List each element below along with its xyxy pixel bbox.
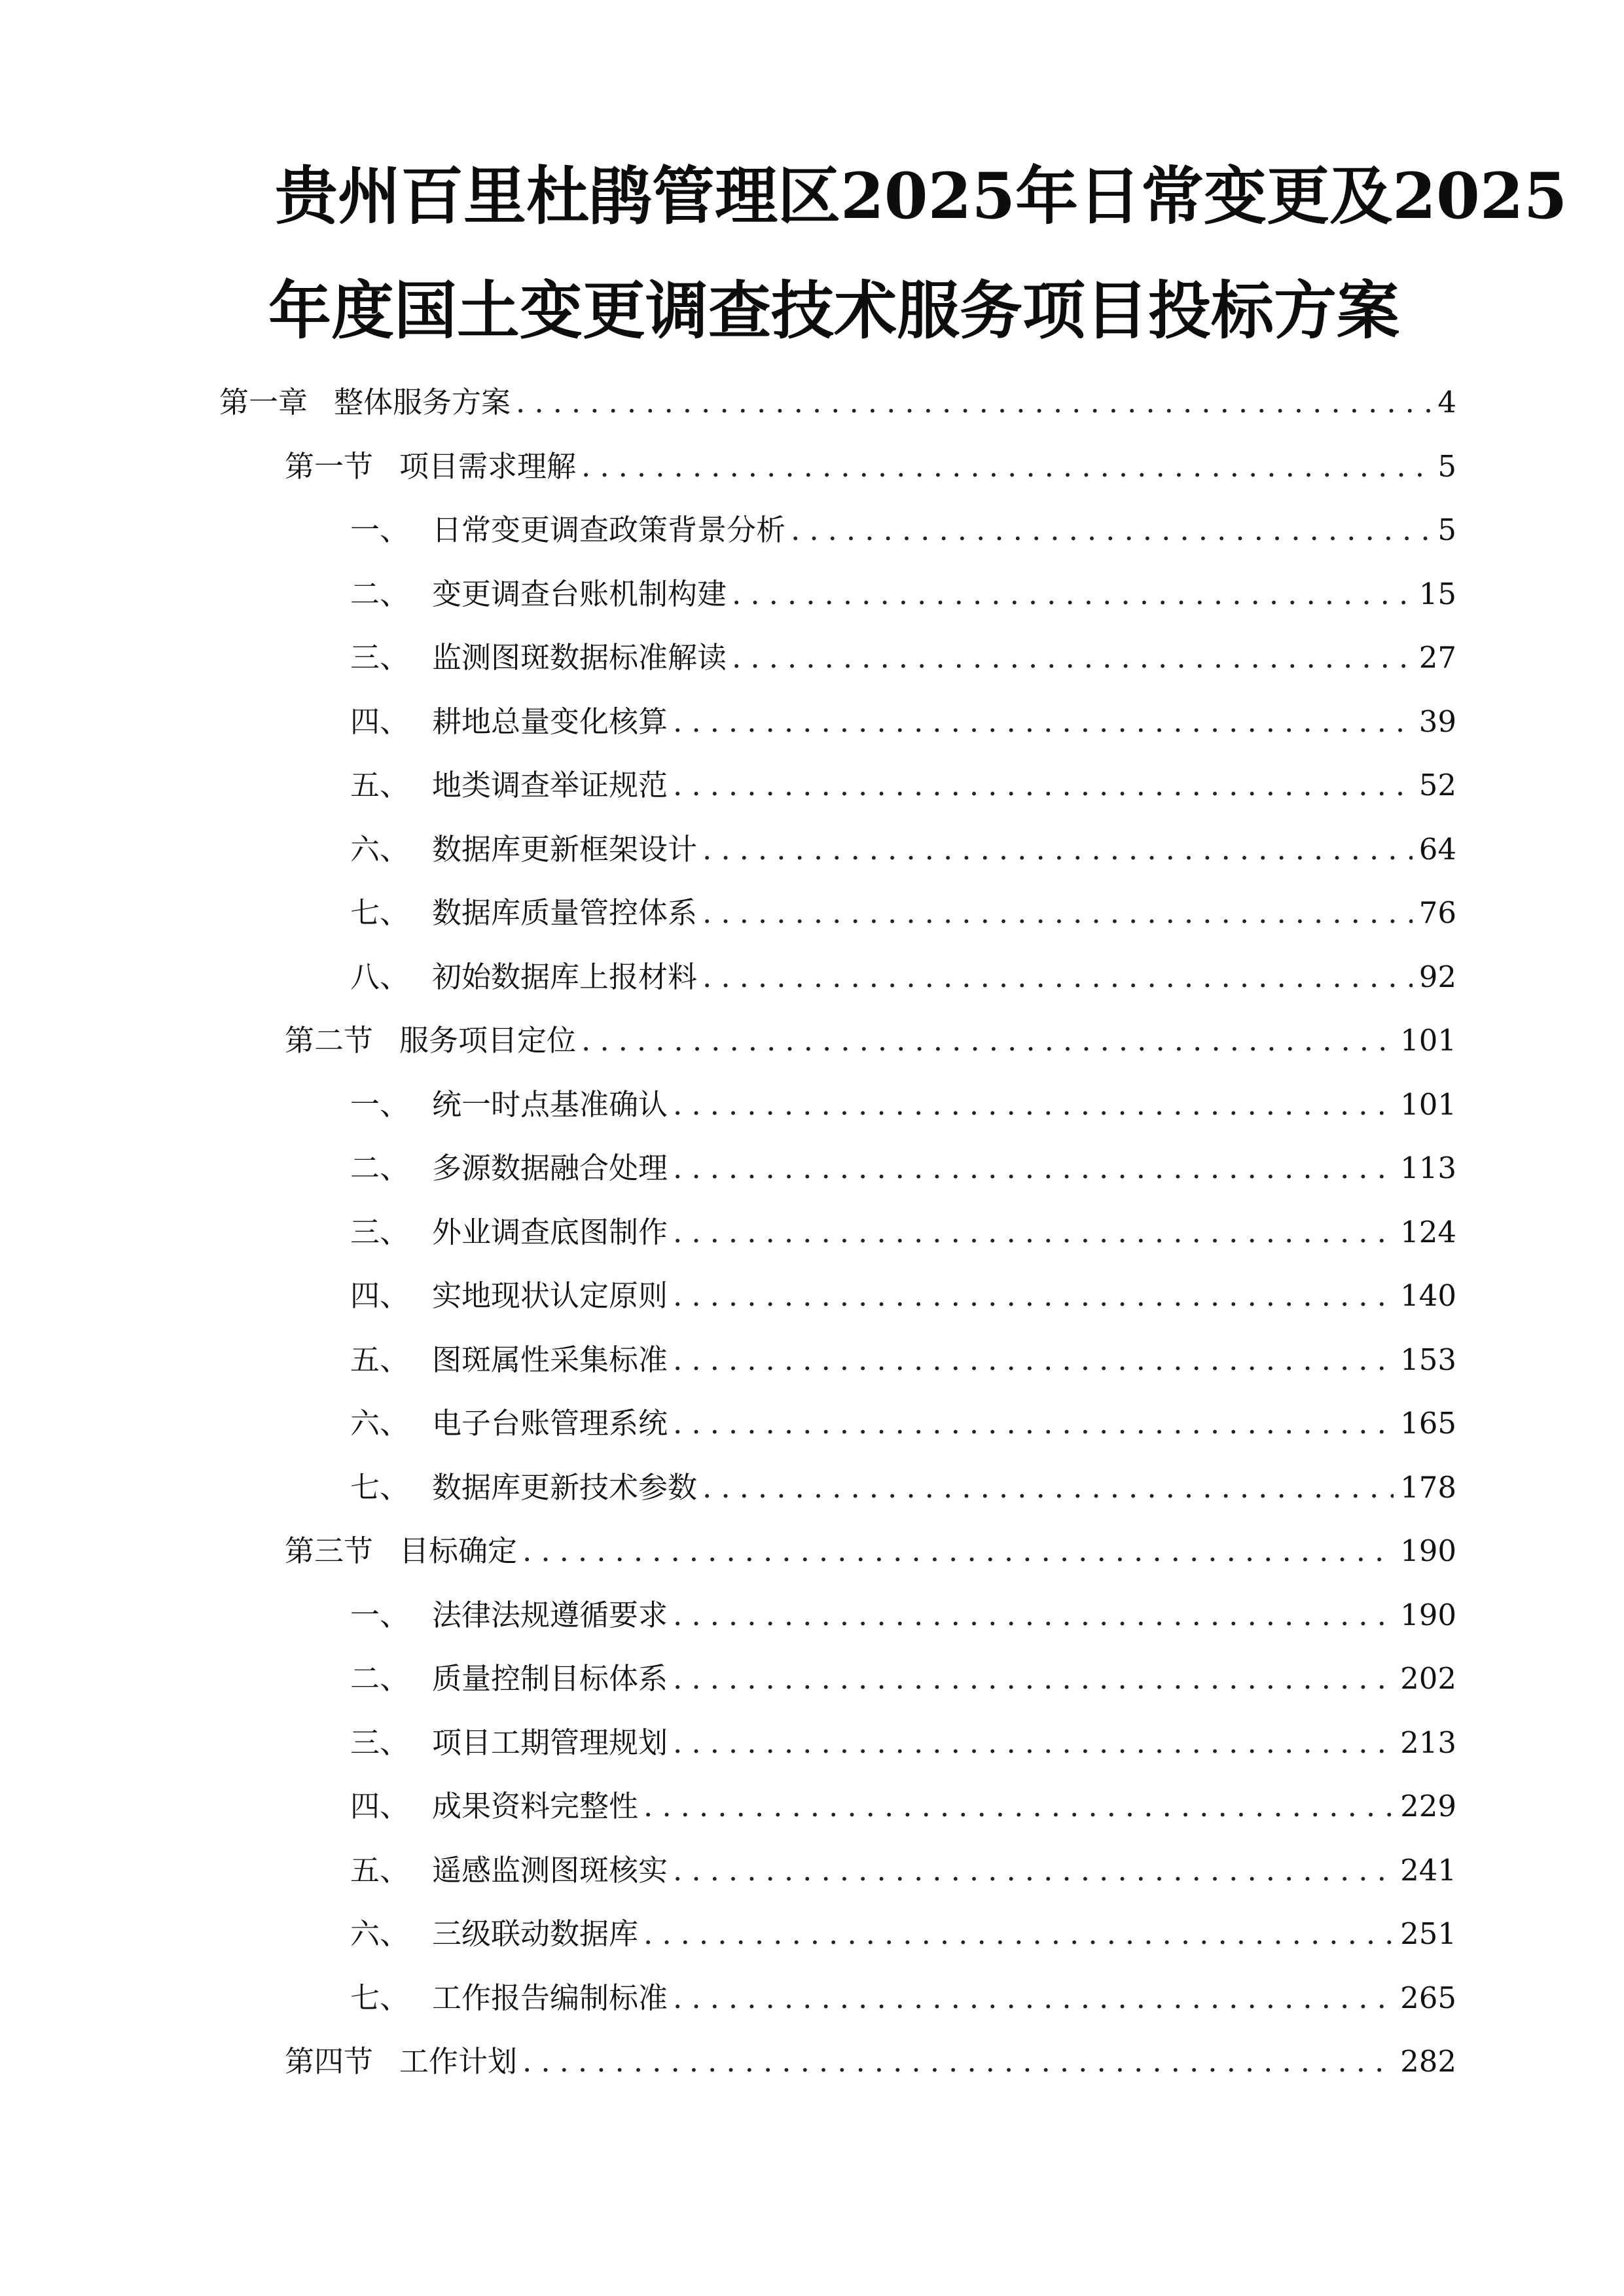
toc-dot-leader [702,1465,1394,1511]
toc-entry[interactable] [285,1018,1456,1064]
toc-entry-number: 一、 [350,1086,410,1122]
toc-entry-number: 七、 [350,1980,410,2015]
toc-dot-leader [673,1210,1394,1255]
toc-entry-title: 外业调查底图制作 [432,1214,668,1249]
toc-entry[interactable] [350,507,1456,553]
toc-dot-leader [673,1848,1394,1893]
toc-entry-label [350,954,702,1000]
toc-entry-label [350,1848,673,1893]
toc-entry[interactable] [285,2039,1456,2085]
toc-entry-title: 监测图斑数据标准解读 [432,640,727,675]
toc-page-number: 265 [1400,1980,1456,2015]
document-title-line-2: 年度国土变更调查技术服务项目投标方案 [268,274,1399,348]
toc-entry[interactable] [350,635,1456,681]
toc-entry[interactable] [350,1911,1456,1957]
toc-entry[interactable] [350,827,1456,872]
toc-dot-leader [673,1975,1394,2021]
toc-entry-label [350,827,702,872]
toc-entry-title: 日常变更调查政策背景分析 [432,512,786,547]
toc-entry-title: 数据库更新框架设计 [432,831,698,867]
toc-page-number: 178 [1400,1469,1456,1505]
toc-entry-title: 质量控制目标体系 [432,1661,668,1696]
toc-entry-label [350,635,732,681]
toc-entry-number: 一、 [350,1597,410,1632]
toc-entry-number: 二、 [350,1151,410,1185]
toc-dot-leader [732,571,1413,617]
toc-page-number: 5 [1437,448,1456,484]
toc-entry-number: 八、 [350,959,410,994]
toc-page-number: 101 [1400,1086,1456,1122]
toc-entry-title: 遥感监测图斑核实 [432,1852,668,1888]
toc-dot-leader [673,1145,1394,1191]
toc-page-number: 202 [1400,1661,1456,1696]
toc-entry[interactable] [285,1528,1456,1574]
toc-page-number: 27 [1418,640,1456,675]
toc-entry-label [285,1018,581,1064]
toc-dot-leader [673,1273,1394,1319]
toc-entry-number: 四、 [350,1789,410,1823]
toc-entry-label [350,1592,673,1638]
toc-entry-title: 三级联动数据库 [432,1916,639,1951]
toc-page-number: 76 [1418,895,1456,930]
toc-entry-number: 五、 [350,1342,410,1377]
toc-entry-number: 七、 [350,1469,410,1505]
toc-entry-label [350,507,791,553]
toc-entry-number: 四、 [350,704,410,739]
toc-entry-number: 第三节 [285,1534,374,1568]
toc-entry-title: 耕地总量变化核算 [432,704,668,739]
toc-entry-label [350,762,673,808]
toc-entry-title: 工作报告编制标准 [432,1980,668,2015]
toc-entry-label [350,1911,643,1957]
toc-entry-label [350,1145,673,1191]
toc-entry-title: 服务项目定位 [399,1023,577,1058]
toc-dot-leader [702,890,1413,936]
toc-entry-title: 目标确定 [399,1534,518,1568]
toc-entry[interactable] [350,1210,1456,1255]
toc-entry-number: 第二节 [285,1023,374,1058]
toc-entry-title: 法律法规遵循要求 [432,1597,668,1632]
toc-entry-label [219,380,516,425]
toc-dot-leader [673,1720,1394,1766]
toc-page-number: 5 [1437,512,1456,547]
toc-entry[interactable] [350,1401,1456,1446]
toc-dot-leader [522,1528,1394,1574]
toc-entry[interactable] [219,380,1456,425]
toc-dot-leader [581,444,1431,490]
document-title-line-1: 贵州百里杜鹃管理区2025年日常变更及2025 [275,159,1568,233]
toc-entry-title: 地类调查举证规范 [432,768,668,802]
toc-entry-number: 四、 [350,1278,410,1313]
toc-entry[interactable] [350,1720,1456,1766]
toc-entry[interactable] [350,1145,1456,1191]
toc-dot-leader [673,699,1413,745]
toc-entry[interactable] [350,762,1456,808]
toc-entry-label [350,1784,643,1829]
toc-page-number: 251 [1400,1916,1456,1951]
toc-entry-title: 统一时点基准确认 [432,1086,668,1122]
toc-entry-title: 图斑属性采集标准 [432,1342,668,1377]
toc-entry-label [350,1273,673,1319]
toc-page-number: 165 [1400,1406,1456,1441]
toc-entry[interactable] [285,444,1456,490]
toc-dot-leader [643,1784,1394,1829]
toc-entry-label [350,1082,673,1128]
toc-entry-title: 电子台账管理系统 [432,1406,668,1441]
toc-entry-title: 工作计划 [399,2044,518,2079]
toc-entry[interactable] [350,1337,1456,1383]
toc-page-number: 92 [1418,959,1456,994]
toc-entry[interactable] [350,890,1456,936]
toc-page-number: 124 [1400,1214,1456,1249]
toc-page-number: 52 [1418,768,1456,802]
toc-dot-leader [516,380,1431,425]
toc-dot-leader [522,2039,1394,2085]
toc-entry-number: 三、 [350,1214,410,1249]
toc-page-number: 140 [1400,1278,1456,1313]
toc-entry-label [285,444,581,490]
toc-entry-number: 第一节 [285,448,374,484]
toc-entry-number: 五、 [350,1852,410,1888]
toc-entry-number: 六、 [350,1916,410,1951]
toc-dot-leader [673,1656,1394,1702]
toc-entry-title: 数据库质量管控体系 [432,895,698,930]
toc-entry[interactable] [350,1656,1456,1702]
toc-entry[interactable] [350,1975,1456,2021]
toc-page-number: 101 [1400,1023,1456,1058]
toc-page-number: 190 [1400,1534,1456,1568]
toc-entry[interactable] [350,699,1456,745]
toc-entry-title: 变更调查台账机制构建 [432,576,727,611]
toc-entry-number: 第一章 [219,385,308,420]
toc-entry-label [350,1465,702,1511]
toc-entry[interactable] [350,1784,1456,1829]
toc-entry-number: 二、 [350,576,410,611]
toc-dot-leader [643,1911,1394,1957]
toc-entry-number: 六、 [350,1406,410,1441]
toc-entry[interactable] [350,1592,1456,1638]
toc-entry-label [350,1975,673,2021]
toc-entry[interactable] [350,1273,1456,1319]
toc-entry-number: 第四节 [285,2044,374,2079]
toc-page-number: 282 [1400,2044,1456,2079]
toc-entry-number: 五、 [350,768,410,802]
toc-page-number: 213 [1400,1725,1456,1760]
toc-entry[interactable] [350,1082,1456,1128]
toc-entry-label [350,1210,673,1255]
toc-page-number: 190 [1400,1597,1456,1632]
toc-dot-leader [673,1337,1394,1383]
toc-entry-title: 项目工期管理规划 [432,1725,668,1760]
toc-entry[interactable] [350,1465,1456,1511]
toc-dot-leader [673,1082,1394,1128]
toc-entry-title: 整体服务方案 [334,385,511,420]
toc-entry-title: 初始数据库上报材料 [432,959,698,994]
toc-entry-label [285,2039,522,2085]
toc-entry-label [350,890,702,936]
toc-entry-title: 多源数据融合处理 [432,1151,668,1185]
toc-page-number: 4 [1437,385,1456,420]
toc-entry[interactable] [350,954,1456,1000]
toc-entry-number: 三、 [350,640,410,675]
toc-dot-leader [673,1401,1394,1446]
toc-entry-label [350,1656,673,1702]
toc-entry-number: 三、 [350,1725,410,1760]
toc-entry-number: 一、 [350,512,410,547]
toc-entry-title: 项目需求理解 [399,448,577,484]
toc-entry-label [285,1528,522,1574]
toc-entry-title: 成果资料完整性 [432,1789,639,1823]
toc-entry-label [350,1401,673,1446]
toc-entry-label [350,699,673,745]
toc-entry-number: 七、 [350,895,410,930]
toc-dot-leader [673,762,1413,808]
toc-page-number: 39 [1418,704,1456,739]
toc-page-number: 241 [1400,1852,1456,1888]
toc-entry[interactable] [350,1848,1456,1893]
toc-entry-title: 实地现状认定原则 [432,1278,668,1313]
toc-entry[interactable] [350,571,1456,617]
toc-entry-title: 数据库更新技术参数 [432,1469,698,1505]
toc-page-number: 15 [1418,576,1456,611]
toc-dot-leader [791,507,1431,553]
toc-page-number: 229 [1400,1789,1456,1823]
toc-dot-leader [673,1592,1394,1638]
toc-entry-label [350,571,732,617]
toc-entry-label [350,1720,673,1766]
toc-entry-number: 六、 [350,831,410,867]
toc-page-number: 113 [1400,1151,1456,1185]
toc-page-number: 64 [1418,831,1456,867]
toc-dot-leader [702,954,1413,1000]
toc-dot-leader [581,1018,1394,1064]
toc-entry-label [350,1337,673,1383]
toc-entry-number: 二、 [350,1661,410,1696]
toc-page-number: 153 [1400,1342,1456,1377]
toc-dot-leader [732,635,1413,681]
toc-dot-leader [702,827,1413,872]
